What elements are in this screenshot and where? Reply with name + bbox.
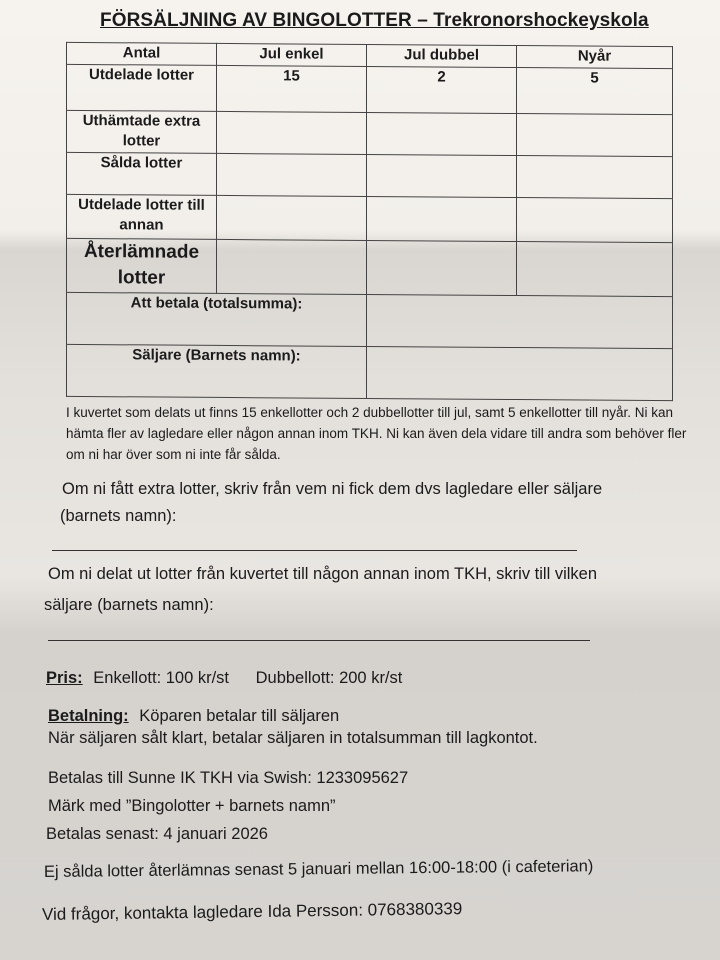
pris-enkel: Enkellott: 100 kr/st	[93, 669, 230, 687]
swish-text: Betalas till Sunne IK TKH via Swish: 1233095627	[48, 769, 409, 787]
table-row	[67, 64, 673, 114]
table-row	[67, 292, 673, 348]
cell-empty	[367, 154, 517, 197]
delat-lotter-write-line	[48, 640, 590, 641]
delat-lotter-text-2: säljare (barnets namn):	[44, 596, 214, 614]
table-row	[67, 152, 673, 198]
cell-empty	[367, 112, 517, 155]
senast-text: Betalas senast: 4 januari 2026	[46, 825, 268, 843]
betalning-text-1: Köparen betalar till säljaren	[139, 707, 340, 725]
cell-empty	[517, 242, 673, 297]
cell-utdelade-jul-enkel: 15	[217, 65, 367, 112]
cell-att-betala-value	[367, 294, 673, 348]
cell-empty	[217, 239, 367, 294]
cell-empty	[217, 153, 367, 196]
extra-lotter-write-line	[52, 550, 577, 551]
cell-empty	[217, 195, 367, 240]
row-label-aterlamnade: Återlämnade lotter	[67, 238, 217, 293]
header-jul-dubbel: Jul dubbel	[367, 44, 517, 67]
info-paragraph: I kuvertet som delats ut finns 15 enkellotter och 2 dubbellotter till jul, samt 5 enkellotter till nyår. Ni kan hämta fler av lagledare eller någon annan inom TKH. Ni kan även dela vidare till andra som behöver fler om ni har över som ni inte får sålda.	[66, 405, 687, 462]
aterlamnas-text: Ej sålda lotter återlämnas senast 5 januari mellan 16:00-18:00 (i cafeterian)	[43, 857, 594, 881]
mark-text: Märk med ”Bingolotter + barnets namn”	[48, 797, 336, 815]
cell-utdelade-nyar: 5	[517, 68, 673, 115]
extra-lotter-text-1: Om ni fått extra lotter, skriv från vem ni fick dem dvs lagledare eller säljare	[62, 480, 603, 498]
cell-empty	[517, 114, 673, 157]
row-label-utdelade: Utdelade lotter	[67, 64, 217, 111]
row-label-saljare: Säljare (Barnets namn):	[67, 344, 367, 398]
cell-empty	[367, 240, 517, 295]
pris-label: Pris:	[46, 669, 83, 687]
extra-lotter-text-2: (barnets namn):	[60, 507, 177, 525]
table-row	[67, 238, 673, 296]
sales-table	[66, 42, 673, 401]
row-label-att-betala: Att betala (totalsumma):	[67, 292, 367, 346]
betalning-label: Betalning:	[48, 707, 129, 725]
page-title: FÖRSÄLJNING AV BINGOLOTTER – Trekronorshockeyskola	[100, 10, 649, 31]
table-row	[67, 110, 673, 156]
delat-lotter-text-1: Om ni delat ut lotter från kuvertet till någon annan inom TKH, skriv till vilken	[48, 565, 598, 583]
header-antal: Antal	[67, 42, 217, 65]
row-label-utdelade-annan: Utdelade lotter till annan	[67, 194, 217, 239]
table-row	[67, 194, 673, 242]
cell-empty	[517, 198, 673, 243]
pris-line	[46, 666, 402, 691]
row-label-uthamtade: Uthämtade extra lotter	[67, 110, 217, 153]
cell-saljare-value	[367, 346, 673, 400]
header-nyar: Nyår	[517, 46, 673, 69]
row-label-salda: Sålda lotter	[67, 152, 217, 195]
cell-utdelade-jul-dubbel: 2	[367, 66, 517, 113]
kontakt-text: Vid frågor, kontakta lagledare Ida Persson: 0768380339	[41, 899, 463, 924]
cell-empty	[517, 156, 673, 199]
pris-dubbel: Dubbellott: 200 kr/st	[255, 669, 403, 687]
table-row	[67, 344, 673, 400]
cell-empty	[217, 111, 367, 154]
header-jul-enkel: Jul enkel	[217, 43, 367, 66]
betalning-text-2: När säljaren sålt klart, betalar säljaren in totalsumman till lagkontot.	[48, 729, 538, 747]
cell-empty	[367, 196, 517, 241]
